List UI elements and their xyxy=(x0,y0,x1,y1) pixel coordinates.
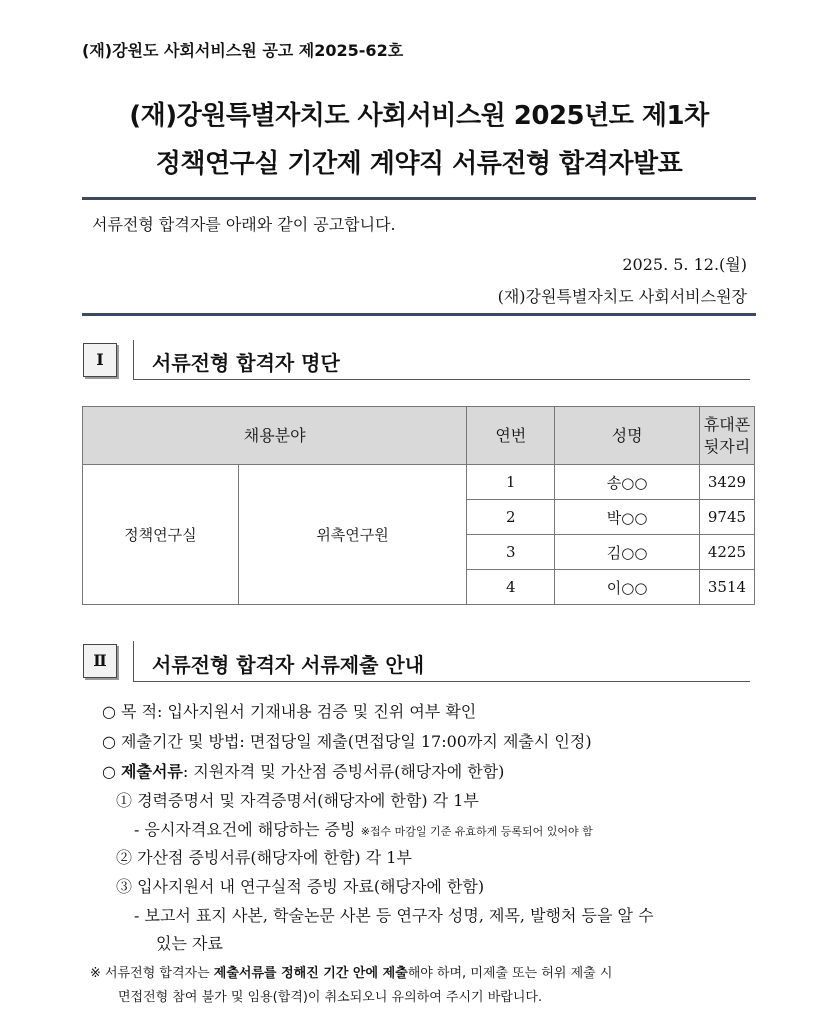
notice-number: (재)강원도 사회서비스원 공고 제2025-62호 xyxy=(82,41,404,60)
item-purpose: ○ 목 적: 입사지원서 기재내용 검증 및 진위 여부 확인 xyxy=(102,702,477,721)
position-cell: 위촉연구원 xyxy=(238,465,467,605)
section2-underline xyxy=(133,681,750,682)
header-no: 연번 xyxy=(467,407,555,465)
row-name: 김○○ xyxy=(555,535,700,570)
row-phone: 9745 xyxy=(699,500,754,535)
docs-label: 제출서류 xyxy=(121,762,183,781)
sub1-note: ※접수 마감일 기준 유효하게 등록되어 있어야 함 xyxy=(360,825,593,838)
header-field: 채용분야 xyxy=(83,407,467,465)
section1-bar xyxy=(133,340,134,380)
sub-item-3: ③ 입사지원서 내 연구실적 증빙 자료(해당자에 한함) xyxy=(116,877,485,896)
row-name: 박○○ xyxy=(555,500,700,535)
table-row xyxy=(83,465,755,500)
table-header-row xyxy=(83,407,755,465)
row-no: 4 xyxy=(467,570,555,605)
sub1-detail-text: - 응시자격요건에 해당하는 증빙 xyxy=(134,820,361,839)
row-phone: 3514 xyxy=(699,570,754,605)
sub-item-1: ① 경력증명서 및 자격증명서(해당자에 한함) 각 1부 xyxy=(116,791,479,810)
section1-underline xyxy=(133,379,750,380)
sub-item-3-detail-line2: 있는 자료 xyxy=(156,934,223,953)
intro-text: 서류전형 합격자를 아래와 같이 공고합니다. xyxy=(92,215,396,234)
sub-item-2: ② 가산점 증빙서류(해당자에 한함) 각 1부 xyxy=(116,848,412,867)
footnote-suffix: 해야 하며, 미제출 또는 허위 제출 시 xyxy=(407,966,613,981)
docs-text: : 지원자격 및 가산점 증빙서류(해당자에 한함) xyxy=(182,762,505,781)
row-name: 송○○ xyxy=(555,465,700,500)
issuer-name: (재)강원특별자치도 사회서비스원장 xyxy=(497,287,747,306)
section2-numeral: Ⅱ xyxy=(83,644,117,678)
passer-table xyxy=(82,406,755,605)
sub-item-3-detail-line1: - 보고서 표지 사본, 학술논문 사본 등 연구자 성명, 제목, 발행처 등을 알 수 xyxy=(134,906,654,925)
section2-title: 서류전형 합격자 서류제출 안내 xyxy=(152,653,425,677)
section2-bar xyxy=(133,641,134,681)
document-title-line2: 정책연구실 기간제 계약직 서류전형 합격자발표 xyxy=(155,149,683,179)
announcement-date: 2025. 5. 12.(월) xyxy=(622,255,747,274)
footnote-line1 xyxy=(90,962,612,981)
sub-item-1-detail xyxy=(134,817,593,840)
row-no: 2 xyxy=(467,500,555,535)
row-no: 3 xyxy=(467,535,555,570)
row-phone: 4225 xyxy=(699,535,754,570)
item-period: ○ 제출기간 및 방법: 면접당일 제출(면접당일 17:00까지 제출시 인정) xyxy=(102,732,592,751)
footnote-line2: 면접전형 참여 불가 및 임용(합격)이 취소되오니 유의하여 주시기 바랍니다. xyxy=(118,990,543,1005)
docs-prefix: ○ xyxy=(102,762,122,781)
header-phone-line2: 뒷자리 xyxy=(703,436,751,456)
section1-numeral: Ⅰ xyxy=(83,343,117,377)
row-phone: 3429 xyxy=(699,465,754,500)
document-title-line1: (재)강원특별자치도 사회서비스원 2025년도 제1차 xyxy=(129,101,709,131)
department-cell: 정책연구실 xyxy=(83,465,239,605)
row-no: 1 xyxy=(467,465,555,500)
title-divider xyxy=(82,197,756,200)
intro-divider xyxy=(82,313,756,316)
item-documents xyxy=(102,759,504,782)
section1-title: 서류전형 합격자 명단 xyxy=(152,351,340,375)
header-phone-line1: 휴대폰 xyxy=(703,414,751,434)
header-name: 성명 xyxy=(555,407,700,465)
header-phone xyxy=(699,407,754,465)
row-name: 이○○ xyxy=(555,570,700,605)
footnote-bold: 제출서류를 정해진 기간 안에 제출 xyxy=(213,966,408,981)
footnote-prefix: ※ 서류전형 합격자는 xyxy=(90,966,214,981)
